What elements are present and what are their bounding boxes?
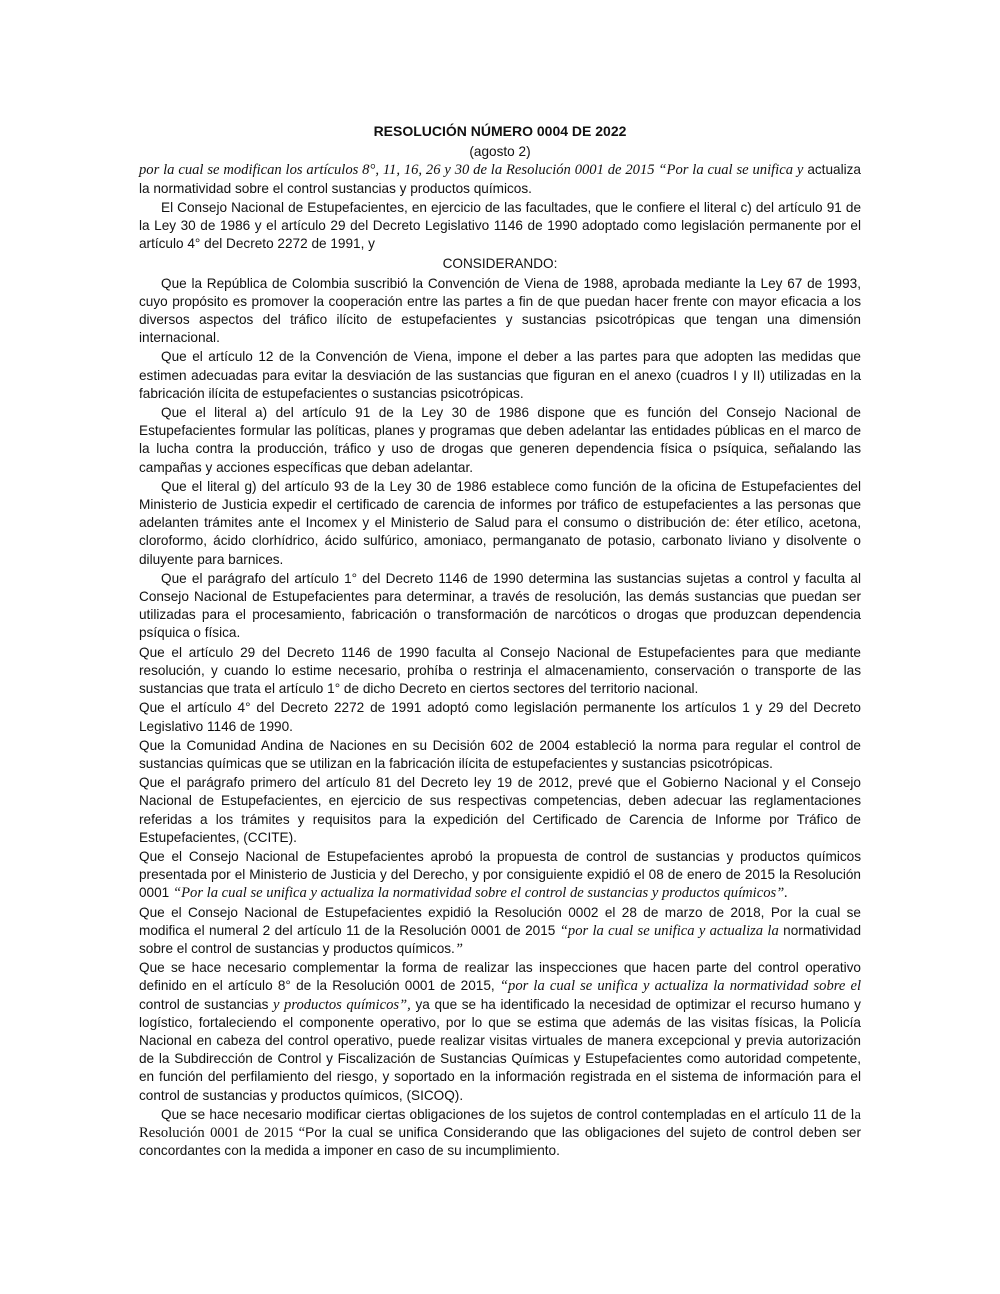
subject-italic: por la cual se modifican los artículos 8°, 11, 16, 26 y 30 de la Resolución 0001 de 2015 “Por la cual se unifica y — [139, 162, 804, 179]
paragraph-10-quote: “Por la cual se unifica y actualiza la normatividad sobre el control de sustancias y productos químicos”. — [173, 885, 788, 902]
paragraph-11 — [139, 904, 861, 959]
paragraph-11-quote: “por la cual se unifica y actualiza la — [559, 922, 779, 939]
paragraph-12-quote: “por la cual se unifica y actualiza la normatividad sobre el — [499, 978, 862, 995]
paragraph-13 — [139, 1106, 861, 1161]
paragraph-7: Que el artículo 4° del Decreto 2272 de 1991 adoptó como legislación permanente los artículos 1 y 29 del Decreto Legislativo 1146 de 1990. — [139, 700, 861, 734]
paragraph-12 — [139, 959, 861, 1105]
paragraph-12-text: Que se hace necesario complementar la forma de realizar las inspecciones que hacen parte del control operativo definido en el artículo 8° de la Resolución 0001 de 2015, — [139, 960, 861, 994]
paragraph-1: Que la República de Colombia suscribió la Convención de Viena de 1988, aprobada mediante la Ley 67 de 1993, cuyo propósito es promover la cooperación entre las partes a fin de que puedan hacer frente con mayor eficacia a los diversos aspectos del tráfico ilícito de estupefacientes y sustancias psicotrópicas que tengan una dimensión internacional. — [139, 275, 861, 346]
resolution-date: (agosto 2) — [469, 144, 531, 160]
paragraph-10 — [139, 848, 861, 903]
resolution-subject — [139, 161, 861, 197]
paragraph-13-text: Que se hace necesario modificar ciertas obligaciones de los sujetos de control contempladas en el artículo 11 de — [161, 1106, 851, 1122]
document-page — [139, 122, 861, 1161]
paragraph-12-text-3: ya que se ha identificado la necesidad de optimizar el recurso humano y logístico, fortaleciendo el componente operativo, por lo que se estima que además de las visitas físicas, la Policía Nacional en cabeza del control operativo, puede realizar visitas virtuales de manera excepcional y previa autorización de la Subdirección de Control y Fiscalización de Sustancias Químicas y Estupefacientes como autoridad competente, en función del perfilamiento del riesgo, y soportado en la información registrada en el sistema de información para el control de sustancias y productos químicos, (SICOQ). — [139, 996, 861, 1103]
paragraph-11-text-2: normatividad sobre el control de sustancias y productos químicos. — [139, 922, 861, 956]
paragraph-2: Que el artículo 12 de la Convención de Viena, impone el deber a las partes para que adopten las medidas que estimen adecuadas para evitar la desviación de las sustancias que figuran en el anexo (cuadros I y II) utilizadas en la fabricación ilícita de estupefacientes o sustancias psicotrópicas. — [139, 349, 861, 401]
paragraph-10-text: Que el Consejo Nacional de Estupefacientes aprobó la propuesta de control de sustancias y productos químicos presentada por el Ministerio de Justicia y del Derecho, y por consiguiente expidió el 08 de enero de 2015 la Resolución 0001 — [139, 848, 861, 901]
subject-rest: actualiza la normatividad sobre el control sustancias y productos químicos. — [139, 162, 861, 196]
paragraph-11-text: Que el Consejo Nacional de Estupefacientes expidió la Resolución 0002 el 28 de marzo de 2018, Por la cual se modifica el numeral 2 del artículo 11 de la Resolución 0001 de 2015 — [139, 904, 861, 938]
resolution-title: RESOLUCIÓN NÚMERO 0004 DE 2022 — [373, 123, 627, 139]
paragraph-12-text-2: control de sustancias — [139, 996, 274, 1012]
paragraph-3: Que el literal a) del artículo 91 de la Ley 30 de 1986 dispone que es función del Consejo Nacional de Estupefacientes formular las políticas, planes y programas que deben adelantar las entidades públicas en el marco de la lucha contra la producción, tráfico y uso de drogas que generen dependencia física o psíquica, señalando las campañas y acciones específicas que deban adelantar. — [139, 405, 861, 475]
paragraph-4: Que el literal g) del artículo 93 de la Ley 30 de 1986 establece como función de la oficina de Estupefacientes del Ministerio de Justicia expedir el certificado de carencia de informes por tráfico de estupefacientes a las personas que adelanten trámites ante el Incomex y el Ministerio de Salud para el consumo o distribución de: éter etílico, acetona, cloroformo, ácido clorhídrico, ácido sulfúrico, amoniaco, permanganato de potasio, carbonato liviano y disolvente o diluyente para barnices. — [139, 478, 861, 567]
paragraph-13-serif: la Resolución 0001 de 2015 “ — [139, 1106, 861, 1141]
preamble-paragraph: El Consejo Nacional de Estupefacientes, en ejercicio de las facultades, que le confiere el literal c) del artículo 91 de la Ley 30 de 1986 y el artículo 29 del Decreto Legislativo 1146 de 1990 adoptado como legislación permanente por el artículo 4° del Decreto 2272 de 1991, y — [139, 199, 861, 252]
paragraph-8: Que la Comunidad Andina de Naciones en su Decisión 602 de 2004 estableció la norma para regular el control de sustancias químicas que se utilizan en la fabricación ilícita de estupefacientes y sustancias psicotrópicas. — [139, 737, 861, 771]
paragraph-11-quote-end: ” — [454, 940, 463, 957]
paragraph-6: Que el artículo 29 del Decreto 1146 de 1990 faculta al Consejo Nacional de Estupefacientes para que mediante resolución, y cuando lo estime necesario, prohíba o restrinja el almacenamiento, conservación o transporte de las sustancias que trata el artículo 1° de dicho Decreto en ciertos sectores del territorio nacional. — [139, 644, 861, 697]
paragraph-9: Que el parágrafo primero del artículo 81 del Decreto ley 19 de 2012, prevé que el Gobierno Nacional y el Consejo Nacional de Estupefacientes, en ejercicio de sus respectivas competencias, deben adecuar las reglamentaciones referidas a los trámites y requisitos para la expedición del Certificado de Carencia de Informe por Tráfico de Estupefacientes, (CCITE). — [139, 775, 861, 845]
considerando-heading: CONSIDERANDO: — [442, 256, 558, 272]
paragraph-13-text-2: Por la cual se unifica Considerando que las obligaciones del sujeto de control deben ser concordantes con la medida a imponer en caso de su incumplimiento. — [139, 1124, 861, 1159]
paragraph-12-quote-2: y productos químicos”, — [273, 996, 411, 1013]
paragraph-5: Que el parágrafo del artículo 1° del Decreto 1146 de 1990 determina las sustancias sujetas a control y faculta al Consejo Nacional de Estupefacientes para determinar, a través de resolución, las demás sustancias que puedan ser utilizadas para el procesamiento, fabricación o transformación de narcóticos o drogas que produzcan dependencia psíquica o física. — [139, 570, 861, 641]
